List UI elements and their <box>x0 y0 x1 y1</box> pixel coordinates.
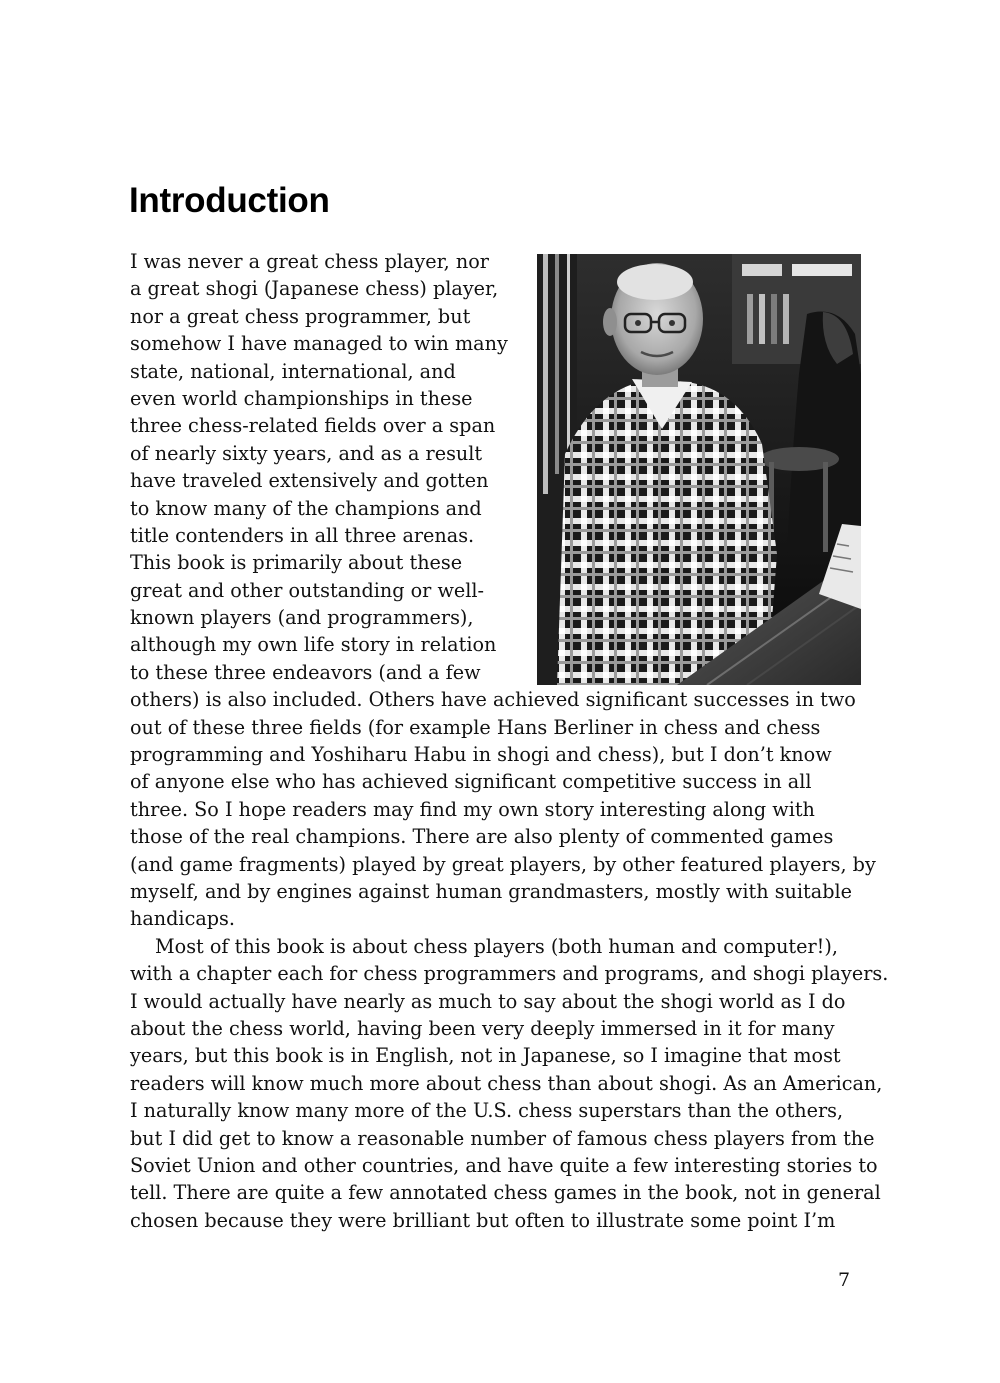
text-line: I would actually have nearly as much to say about the shogi world as I do <box>130 989 846 1013</box>
text-line: others) is also included. Others have achieved significant successes in two <box>130 688 856 712</box>
text-line: I was never a great chess player, nor <box>130 250 489 273</box>
text-line: great and other outstanding or well- <box>130 578 484 602</box>
text-line: I naturally know many more of the U.S. chess superstars than the others, <box>130 1099 844 1123</box>
text-line: myself, and by engines against human grandmasters, mostly with suitable <box>130 879 852 903</box>
text-line: those of the real champions. There are also plenty of commented games <box>130 825 834 849</box>
text-line: but I did get to know a reasonable number of famous chess players from the <box>130 1126 875 1150</box>
text-line: years, but this book is in English, not in Japanese, so I imagine that most <box>130 1044 841 1068</box>
text-line: tell. There are quite a few annotated chess games in the book, not in general <box>130 1181 881 1205</box>
text-line: programming and Yoshiharu Habu in shogi and chess), but I don’t know <box>130 743 832 767</box>
text-line: with a chapter each for chess programmers and programs, and shogi players. <box>130 962 889 986</box>
text-line: although my own life story in relation <box>130 633 497 657</box>
text-line: nor a great chess programmer, but <box>130 304 471 328</box>
text-line: readers will know much more about chess than about shogi. As an American, <box>130 1071 883 1095</box>
page-number: 7 <box>838 1269 851 1291</box>
text-line: Most of this book is about chess players (both human and computer!), <box>155 934 838 958</box>
text-line: Soviet Union and other countries, and have quite a few interesting stories to <box>130 1153 878 1177</box>
text-line: somehow I have managed to win many <box>130 332 508 356</box>
paragraph <box>130 933 889 1234</box>
text-line: to these three endeavors (and a few <box>130 660 481 684</box>
text-line: to know many of the champions and <box>130 496 482 520</box>
text-line: about the chess world, having been very deeply immersed in it for many <box>130 1016 835 1040</box>
text-line: three chess-related fields over a span <box>130 414 496 438</box>
text-line: of anyone else who has achieved significant competitive success in all <box>130 770 812 794</box>
text-line: title contenders in all three arenas. <box>130 523 475 547</box>
text-line: a great shogi (Japanese chess) player, <box>130 277 499 301</box>
text-line: have traveled extensively and gotten <box>130 469 489 493</box>
body-text <box>130 248 889 1234</box>
text-line: three. So I hope readers may find my own story interesting along with <box>130 797 815 821</box>
text-line: (and game fragments) played by great players, by other featured players, by <box>130 852 876 876</box>
text-line: This book is primarily about these <box>130 551 463 575</box>
text-line: out of these three fields (for example Hans Berliner in chess and chess <box>130 715 821 739</box>
text-line: state, national, international, and <box>130 359 456 383</box>
text-line: known players (and programmers), <box>130 606 474 630</box>
chapter-title: Introduction <box>129 181 330 220</box>
text-line: even world championships in these <box>130 386 473 410</box>
text-line: handicaps. <box>130 907 235 931</box>
text-line: chosen because they were brilliant but often to illustrate some point I’m <box>130 1208 836 1232</box>
text-line: of nearly sixty years, and as a result <box>130 441 483 465</box>
paragraph <box>130 248 876 933</box>
